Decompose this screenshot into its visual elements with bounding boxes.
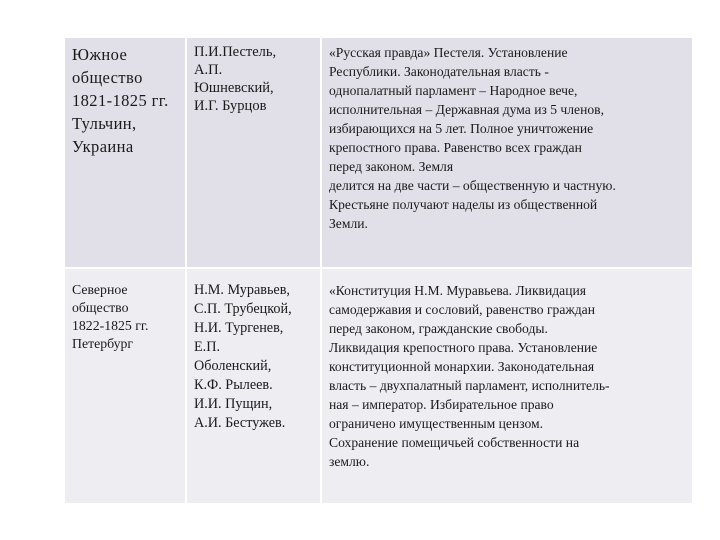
society-line: Северное — [72, 282, 128, 297]
program-line: перед законом, гражданские свободы. — [329, 321, 548, 336]
member-line: Н.М. Муравьев, — [194, 282, 290, 298]
program-line: однопалатный парламент – Народное вече, — [329, 83, 578, 98]
member-line: Е.П. — [194, 339, 221, 355]
members-cell — [186, 38, 321, 268]
society-line: 1821-1825 гг. — [72, 91, 169, 110]
society-line: общество — [72, 300, 129, 315]
member-line: И.И. Пущин, — [194, 396, 273, 412]
society-line: 1822-1825 гг. — [72, 318, 149, 333]
society-cell — [65, 38, 186, 268]
society-line: Тульчин, — [72, 114, 137, 133]
program-line: избирающихся на 5 лет. Полное уничтожение — [329, 121, 594, 136]
program-line: конституционной монархии. Законодательная — [329, 359, 595, 374]
member-line: К.Ф. Рылеев. — [194, 377, 273, 393]
program-line: Земли. — [329, 216, 368, 231]
members-cell — [186, 268, 321, 504]
program-cell — [321, 38, 693, 268]
program-line: «Русская правда» Пестеля. Установление — [329, 45, 568, 60]
program-line: перед законом. Земля — [329, 159, 454, 174]
program-line: землю. — [329, 454, 370, 469]
program-line: «Конституция Н.М. Муравьева. Ликвидация — [329, 283, 587, 298]
program-line: самодержавия и сословий, равенство граждан — [329, 302, 595, 317]
program-line: Ликвидация крепостного права. Установление — [329, 340, 598, 355]
decembrist-societies-table — [65, 38, 694, 505]
society-cell — [65, 268, 186, 504]
program-line: ная – император. Избирательное право — [329, 397, 554, 412]
table-row-southern-society — [65, 38, 693, 268]
member-line: А.И. Бестужев. — [194, 415, 286, 431]
program-line: Крестьяне получают наделы из общественной — [329, 197, 598, 212]
table-row-northern-society — [65, 268, 693, 504]
program-line: Республики. Законодательная власть - — [329, 64, 549, 79]
member-line: И.Г. Бурцов — [194, 98, 267, 114]
member-line: Н.И. Тургенев, — [194, 320, 284, 336]
society-line: Южное — [72, 45, 128, 64]
member-line: А.П. — [194, 62, 223, 78]
program-line: Сохранение помещичьей собственности на — [329, 435, 580, 450]
program-line: ограничено имущественным цензом. — [329, 416, 544, 431]
program-line: исполнительная – Державная дума из 5 членов, — [329, 102, 604, 117]
member-line: Оболенский, — [194, 358, 272, 374]
program-line: власть – двухпалатный парламент, исполнитель- — [329, 378, 610, 393]
society-line: Петербург — [72, 336, 134, 351]
society-line: Украина — [72, 137, 134, 156]
program-line: делится на две части – общественную и частную. — [329, 178, 616, 193]
program-line: крепостного права. Равенство всех граждан — [329, 140, 582, 155]
program-cell — [321, 268, 693, 504]
member-line: П.И.Пестель, — [194, 44, 277, 60]
member-line: С.П. Трубецкой, — [194, 301, 292, 317]
society-line: общество — [72, 68, 143, 87]
member-line: Юшневский, — [194, 80, 274, 96]
